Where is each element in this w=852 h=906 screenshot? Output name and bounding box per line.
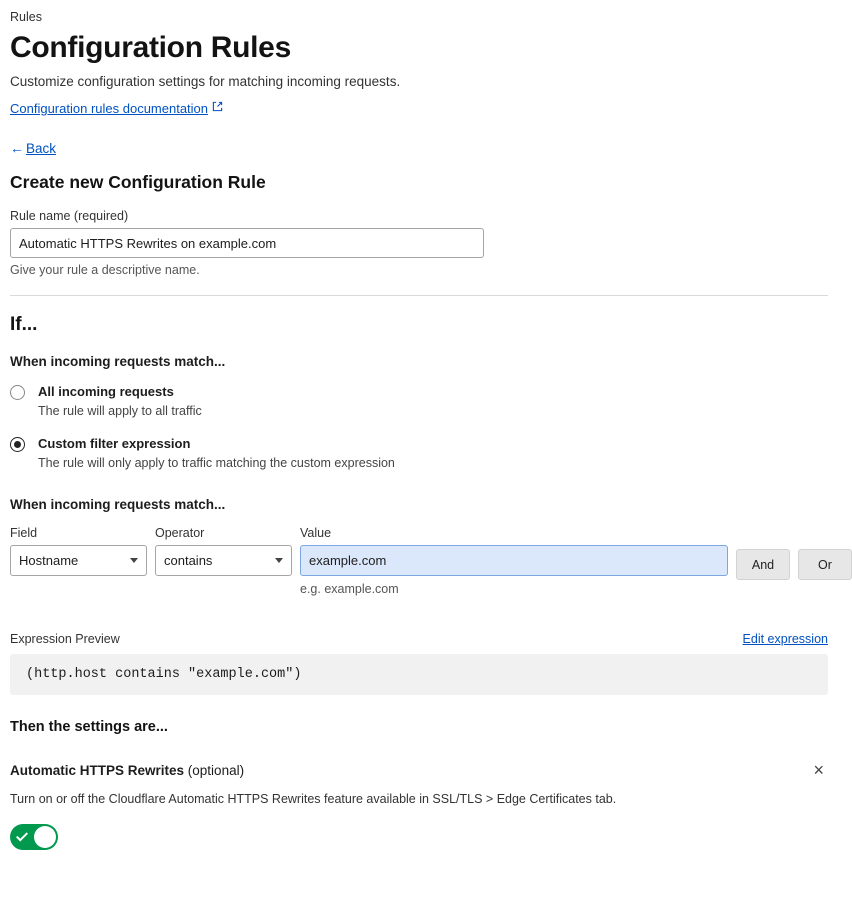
match-mode-label: When incoming requests match...	[10, 354, 226, 369]
section-divider	[10, 295, 828, 296]
toggle-knob	[34, 826, 56, 848]
field-column-label: Field	[10, 526, 38, 540]
radio-all-requests-title: All incoming requests	[38, 384, 174, 399]
and-button-wrap	[736, 526, 790, 580]
operator-select[interactable]	[155, 545, 292, 576]
back-arrow-icon: ←	[10, 140, 24, 156]
radio-custom-filter-control[interactable]	[10, 437, 25, 452]
back-link[interactable]: Back	[26, 140, 57, 156]
page-subtitle: Customize configuration settings for matching incoming requests.	[10, 74, 401, 89]
setting-optional-text: (optional)	[187, 762, 245, 778]
breadcrumb[interactable]: Rules	[10, 10, 42, 24]
setting-header	[10, 759, 828, 781]
or-button[interactable]: Or	[798, 549, 852, 580]
operator-column	[155, 526, 292, 576]
setting-description: Turn on or off the Cloudflare Automatic HTTPS Rewrites feature available in SSL/TLS > Edge Certificates tab.	[10, 792, 617, 806]
field-select[interactable]	[10, 545, 147, 576]
documentation-link-row	[10, 99, 828, 118]
check-icon	[16, 829, 28, 841]
and-button[interactable]: And	[736, 549, 790, 580]
radio-all-requests-desc: The rule will apply to all traffic	[38, 404, 202, 418]
radio-option-all-requests[interactable]	[10, 383, 828, 419]
value-helper-text: e.g. example.com	[300, 582, 399, 596]
external-link-icon	[212, 99, 223, 117]
if-section-title: If...	[10, 314, 38, 335]
expression-preview-box: (http.host contains "example.com")	[10, 654, 828, 695]
radio-option-custom-filter[interactable]	[10, 435, 828, 471]
documentation-link[interactable]: Configuration rules documentation	[10, 101, 209, 116]
back-row[interactable]	[10, 140, 828, 156]
expression-preview-header	[10, 632, 828, 646]
rule-name-helper: Give your rule a descriptive name.	[10, 263, 200, 277]
value-column-label: Value	[300, 526, 332, 540]
automatic-https-rewrites-toggle[interactable]	[10, 824, 58, 850]
expression-builder-label: When incoming requests match...	[10, 497, 226, 512]
or-button-wrap	[798, 526, 852, 580]
value-input[interactable]	[300, 545, 728, 576]
value-column	[300, 526, 728, 596]
operator-column-label: Operator	[155, 526, 205, 540]
field-column	[10, 526, 147, 576]
setting-name	[10, 763, 244, 778]
rule-name-label: Rule name (required)	[10, 209, 129, 223]
close-icon[interactable]: ×	[813, 760, 824, 780]
radio-custom-filter-desc: The rule will only apply to traffic matching the custom expression	[38, 456, 395, 470]
expression-builder-row	[10, 526, 832, 596]
create-rule-title: Create new Configuration Rule	[10, 172, 266, 192]
radio-custom-filter-title: Custom filter expression	[38, 436, 191, 451]
radio-all-requests-control[interactable]	[10, 385, 25, 400]
rule-name-input[interactable]	[10, 228, 484, 258]
page-title: Configuration Rules	[10, 31, 291, 64]
setting-name-text: Automatic HTTPS Rewrites	[10, 762, 185, 778]
expression-preview-label: Expression Preview	[10, 632, 120, 646]
edit-expression-link[interactable]: Edit expression	[742, 632, 828, 646]
then-section-title: Then the settings are...	[10, 719, 168, 735]
